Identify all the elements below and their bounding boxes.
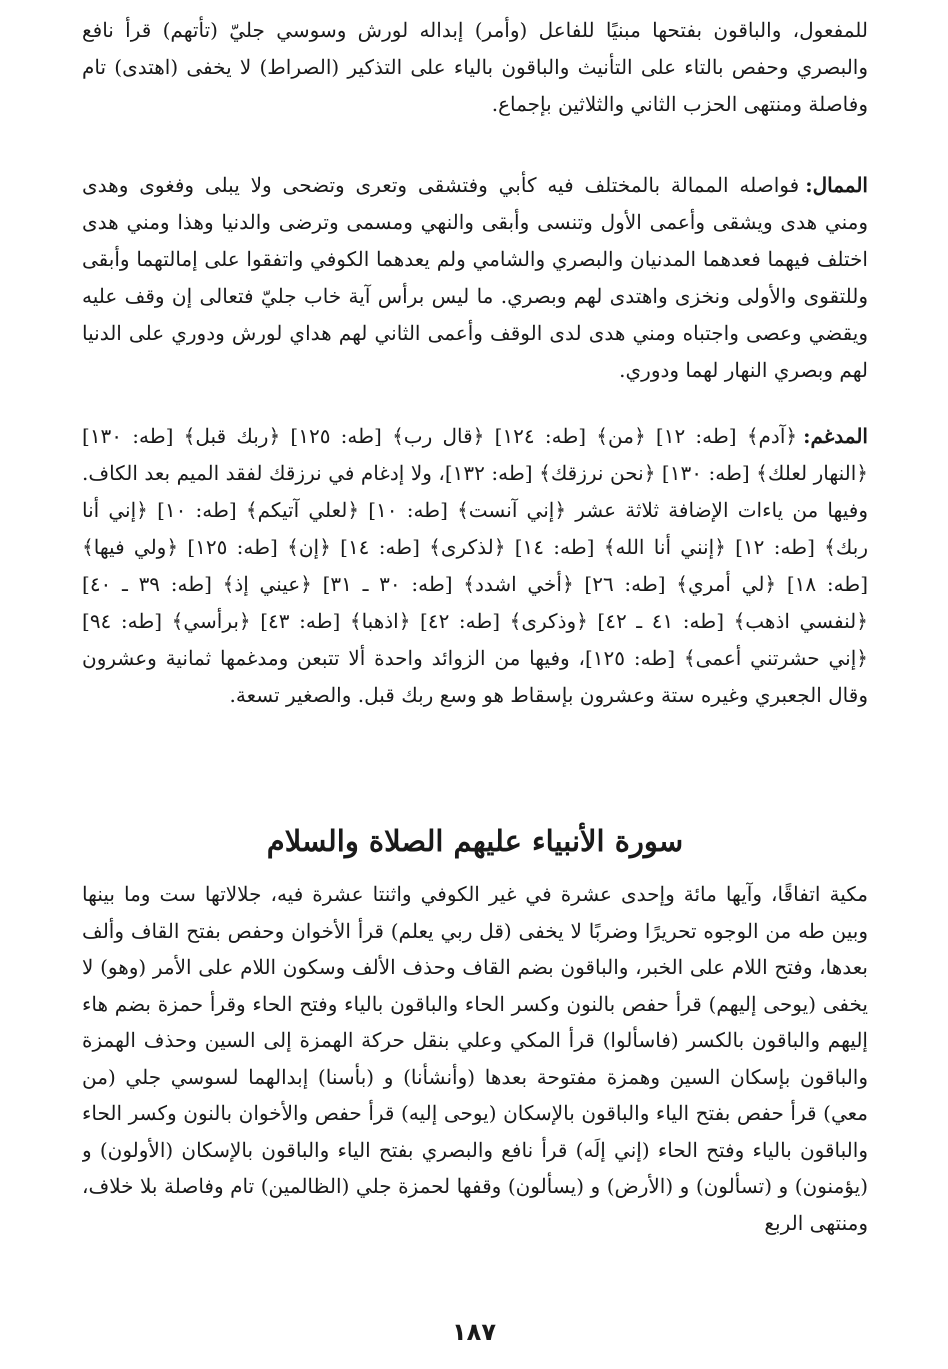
- mudgham-text: ﴿آدم﴾ [طه: ١٢] ﴿من﴾ [طه: ١٢٤] ﴿قال رب﴾ [طه: ١٢٥] ﴿ربك قبل﴾ [طه: ١٣٠] ﴿النهار لعلك﴾ [طه: ١٣٠] ﴿نحن نرزقك﴾ [طه: ١٣٢]، ولا إدغام في نرزقك لفقد الميم بعد الكاف. وفيها من ياءات الإضافة ثلاثة عشر ﴿إني آنست﴾ [طه: ١٠] ﴿لعلي آتيكم﴾ [طه: ١٠] ﴿إني أنا ربك﴾ [طه: ١٢] ﴿إنني أنا الله﴾ [طه: ١٤] ﴿لذكرى﴾ [طه: ١٤] ﴿إن﴾ [طه: ١٢٥] ﴿ولي فيها﴾ [طه: ١٨] ﴿لي أمري﴾ [طه: ٢٦] ﴿أخي اشدد﴾ [طه: ٣٠ ـ ٣١] ﴿عيني إذ﴾ [طه: ٣٩ ـ ٤٠] ﴿لنفسي اذهب﴾ [طه: ٤١ ـ ٤٢] ﴿وذكرى﴾ [طه: ٤٢] ﴿اذهبا﴾ [طه: ٤٣] ﴿برأسي﴾ [طه: ٩٤] ﴿إني حشرتني أعمى﴾ [طه: ١٢٥]، وفيها من الزوائد واحدة ألا تتبعن ومدغمها ثمانية وعشرون وقال الجعبري وغيره ستة وعشرون بإسقاط هو وسع ربك قبل. والصغير تسعة.: [82, 424, 868, 707]
- paragraph-surah-intro: مكية اتفاقًا، وآيها مائة وإحدى عشرة في غير الكوفي واثنتا عشرة فيه، جلالاتها ست وما بينها وبين طه من الوجوه تحريرًا وضربًا لا يخفى (قل ربي يعلم) قرأ الأخوان وحفص بفتح القاف وألف بعدها، وفتح اللام على الخبر، والباقون بضم القاف وحذف الألف وسكون اللام على الأمر (وهو) لا يخفى (يوحى إليهم) قرأ حفص بالنون وكسر الحاء والباقون بالياء وفتح الحاء وقرأ حمزة بضم هاء إليهم والباقون بالكسر (فاسألوا) قرأ المكي وعلي بنقل حركة الهمزة إلى السين وحذف الهمزة والباقون بإسكان السين وهمزة مفتوحة بعدها (وأنشأنا) و (بأسنا) إبدالهما لسوسي جلي (من معي) قرأ حفص بفتح الياء والباقون بالإسكان (يوحى إليه) قرأ حفص والأخوان بالنون وكسر الحاء والباقون بالياء وفتح الحاء (إني إلَه) قرأ نافع والبصري بفتح الياء والباقون بالإسكان (الأولون) و (يؤمنون) و (تسألون) و (الأرض) و (يسألون) وقفها لحمزة جلي (الظالمين) تام وفاصلة بلا خلاف، ومنتهى الربع: [82, 882, 868, 1235]
- paragraph-qiraat-continuation: للمفعول، والباقون بفتحها مبنيًا للفاعل (وأمر) إبداله لورش وسوسي جليّ (تأتهم) قرأ نافع والبصري وحفص بالتاء على التأنيث والباقون بالياء على التذكير (الصراط) لا يخفى (اهتدى) تام وفاصلة ومنتهى الحزب الثاني والثلاثين بإجماع.: [82, 18, 868, 116]
- mumal-text: فواصله الممالة بالمختلف فيه كأبي وفتشقى وتعرى وتضحى ولا يبلى وفغوى وهدى ومني هدى ويشقى وأعمى الأول وتنسى وأبقى والنهي ومسمى وترضى والدنيا وهذا ومني هدى اختلف فيهما فعدهما المدنيان والبصري والشامي ولم يعدهما الكوفي واتفقوا على إمالتهما وأبقى وللتقوى والأولى ونخزى واهتدى لهم وبصري. ما ليس برأس آية خاب جليّ فتعالى إن وقف عليه ويقضي وعصى واجتباه ومني هدى لدى الوقف وأعمى الثاني لهم هداي لورش ودوري على الدنيا لهم وبصري النهار لهما ودوري.: [82, 173, 868, 382]
- surah-title: سورة الأنبياء عليهم الصلاة والسلام: [266, 824, 684, 858]
- paragraph-mumal: [82, 167, 868, 389]
- page-number: ١٨٧: [452, 1318, 496, 1346]
- mudgham-heading: المدغم:: [803, 424, 868, 448]
- paragraph-mudgham: [82, 418, 868, 714]
- mumal-heading: الممال:: [805, 173, 868, 197]
